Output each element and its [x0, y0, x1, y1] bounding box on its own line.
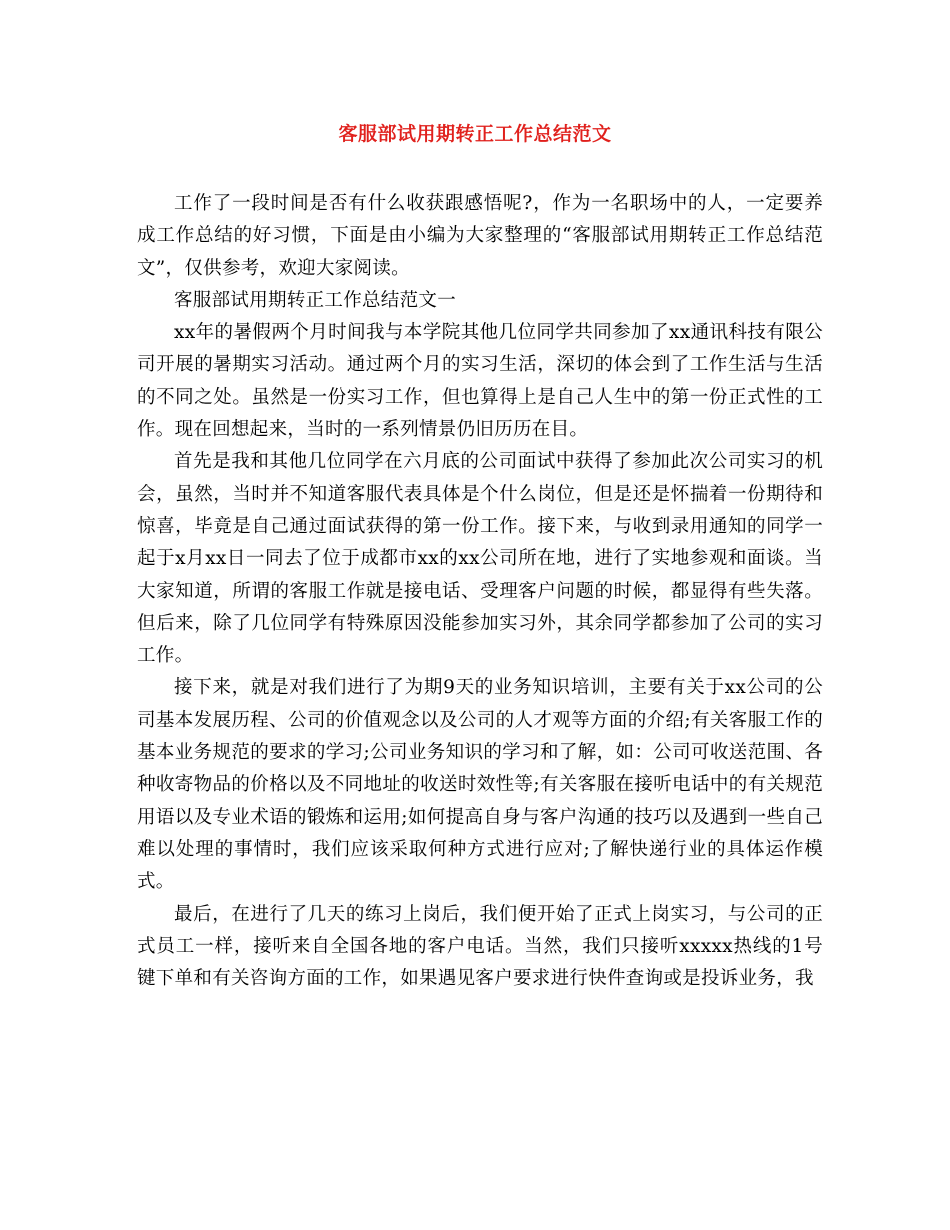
paragraph-work: 最后，在进行了几天的练习上岗后，我们便开始了正式上岗实习，与公司的正式员工一样，接听来自全国各地的客户电话。当然，我们只接听xxxxx热线的1号键下单和有关咨询方面的工作，如果遇见客户要求进行快件查询或是投诉业务，我 — [137, 903, 823, 990]
paragraph-intro: 工作了一段时间是否有什么收获跟感悟呢?，作为一名职场中的人，一定要养成工作总结的好习惯，下面是由小编为大家整理的“客服部试用期转正工作总结范文”，仅供参考，欢迎大家阅读。 — [137, 193, 823, 279]
paragraph-interview: 首先是我和其他几位同学在六月底的公司面试中获得了参加此次公司实习的机会，虽然，当时并不知道客服代表具体是个什么岗位，但是还是怀揣着一份期待和惊喜，毕竟是自己通过面试获得的第一份工作。接下来，与收到录用通知的同学一起于x月xx日一同去了位于成都市xx的xx公司所在地，进行了实地参观和面谈。当大家知道，所谓的客服工作就是接电话、受理客户问题的时候，都显得有些失落。但后来，除了几位同学有特殊原因没能参加实习外，其余同学都参加了公司的实习工作。 — [137, 451, 823, 667]
document-body — [137, 188, 823, 995]
document-title: 客服部试用期转正工作总结范文 — [338, 123, 612, 145]
paragraph-subheading: 客服部试用期转正工作总结范文一 — [174, 289, 457, 311]
paragraph-internship: xx年的暑假两个月时间我与本学院其他几位同学共同参加了xx通讯科技有限公司开展的暑期实习活动。通过两个月的实习生活，深切的体会到了工作生活与生活的不同之处。虽然是一份实习工作，但也算得上是自己人生中的第一份正式性的工作。现在回想起来，当时的一系列情景仍旧历历在目。 — [137, 322, 823, 441]
paragraph-training: 接下来，就是对我们进行了为期9天的业务知识培训，主要有关于xx公司的公司基本发展历程、公司的价值观念以及公司的人才观等方面的介绍;有关客服工作的基本业务规范的要求的学习;公司业务知识的学习和了解，如：公司可收送范围、各种收寄物品的价格以及不同地址的收送时效性等;有关客服在接听电话中的有关规范用语以及专业术语的锻炼和运用;如何提高自身与客户沟通的技巧以及遇到一些自己难以处理的事情时，我们应该采取何种方式进行应对;了解快递行业的具体运作模式。 — [137, 677, 823, 893]
